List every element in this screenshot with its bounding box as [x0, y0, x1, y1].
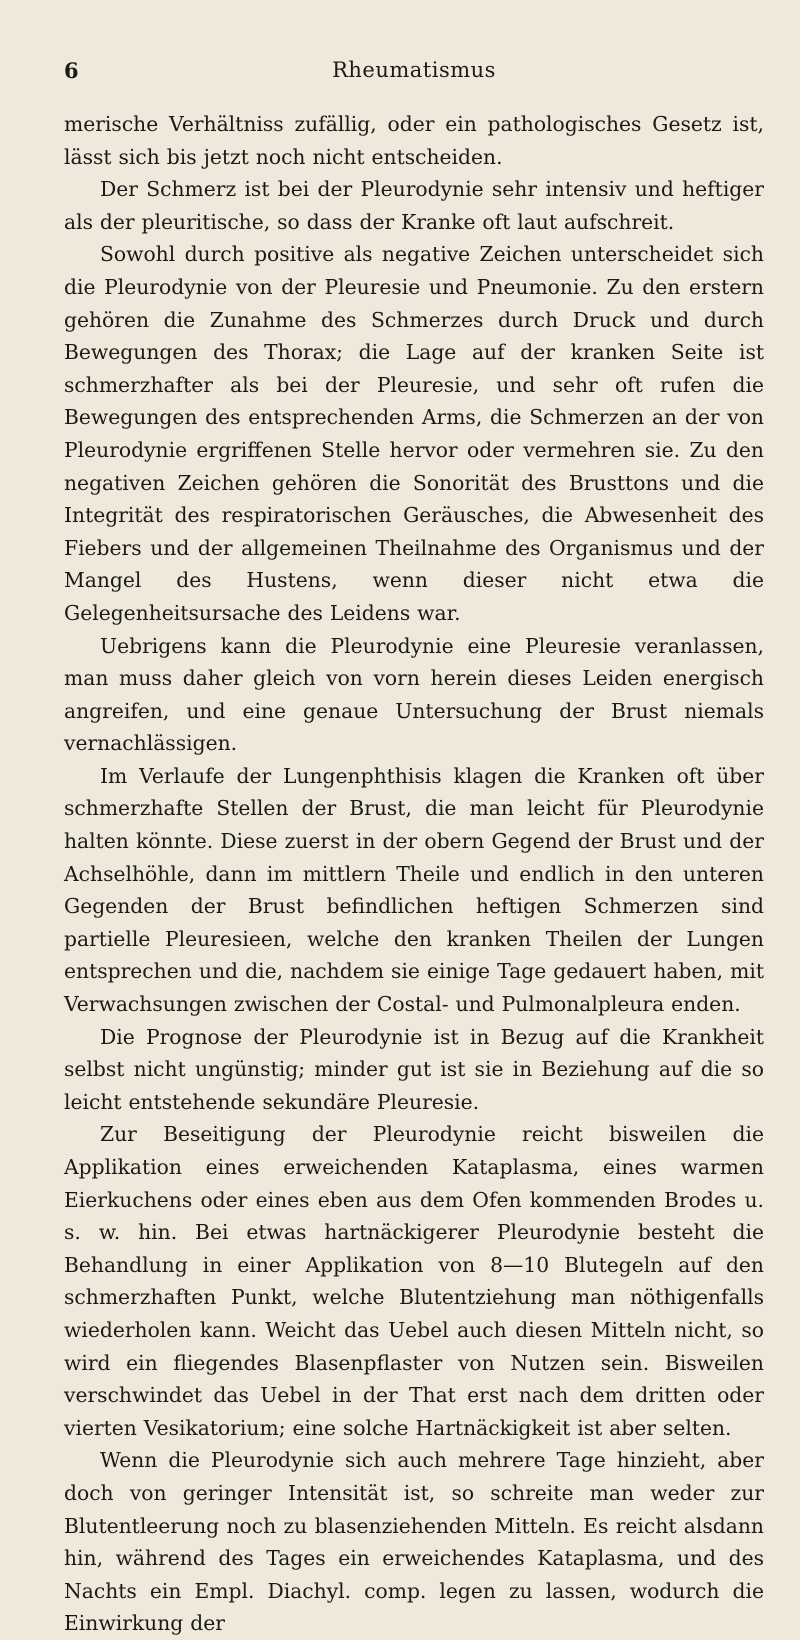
paragraph-continuation: merische Verhältniss zufällig, oder ein pathologisches Gesetz ist, lässt sich bis jetzt noch nicht entscheiden. [64, 112, 764, 169]
paragraph: Sowohl durch positive als negative Zeichen unterscheidet sich die Pleurodynie von der Pleuresie und Pneumonie. Zu den erstern gehören die Zunahme des Schmerzes durch Druck und durch Bewegungen des Thorax; die Lage auf der kranken Seite ist schmerzhafter als bei der Pleuresie, und sehr oft rufen die Bewegungen des entsprechenden Arms, die Schmerzen an der von Pleurodynie ergriffenen Stelle hervor oder vermehren sie. Zu den negativen Zeichen gehören die Sonorität des Brusttons und die Integrität des respiratorischen Geräusches, die Abwesenheit des Fiebers und der allgemeinen Theilnahme des Organismus und der Mangel des Hustens, wenn dieser nicht etwa die Gelegenheitsursache des Leidens war. [64, 242, 764, 625]
paragraph: Zur Beseitigung der Pleurodynie reicht bisweilen die Applikation eines erweichenden Kataplasma, eines warmen Eierkuchens oder eines eben aus dem Ofen kommenden Brodes u. s. w. hin. Bei etwas hartnäckigerer Pleurodynie besteht die Behandlung in einer Applikation von 8—10 Blutegeln auf den schmerzhaften Punkt, welche Blutentziehung man nöthigenfalls wiederholen kann. Weicht das Uebel auch diesen Mitteln nicht, so wird ein fliegendes Blasenpflaster von Nutzen sein. Bisweilen verschwindet das Uebel in der That erst nach dem dritten oder vierten Vesikatorium; eine solche Hartnäckigkeit ist aber selten. [64, 1122, 764, 1440]
page-title: Rheumatismus [332, 58, 496, 82]
paragraph: Wenn die Pleurodynie sich auch mehrere Tage hinzieht, aber doch von geringer Intensität ist, so schreite man weder zur Blutentleerung noch zu blasenziehenden Mitteln. Es reicht alsdann hin, während des Tages ein erweichendes Kataplasma, und des Nachts ein Empl. Diachyl. comp. legen zu lassen, wodurch die Einwirkung der [64, 1448, 764, 1636]
paragraph: Im Verlaufe der Lungenphthisis klagen die Kranken oft über schmerzhafte Stellen der Brust, die man leicht für Pleurodynie halten könnte. Diese zuerst in der obern Gegend der Brust und der Achselhöhle, dann im mittlern Theile und endlich in den unteren Gegenden der Brust befindlichen heftigen Schmerzen sind partielle Pleuresieen, welche den kranken Theilen der Lungen entsprechen und die, nachdem sie einige Tage gedauert haben, mit Verwachsungen zwischen der Costal- und Pulmonalpleura enden. [64, 763, 764, 1017]
paragraph: Der Schmerz ist bei der Pleurodynie sehr intensiv und heftiger als der pleuritische, so dass der Kranke oft laut aufschreit. [64, 177, 764, 234]
text-body [64, 108, 764, 1640]
running-head [64, 58, 764, 92]
paragraph: Uebrigens kann die Pleurodynie eine Pleuresie veranlassen, man muss daher gleich von vorn herein dieses Leiden energisch angreifen, und eine genaue Untersuchung der Brust niemals vernachlässigen. [64, 633, 764, 756]
page-number: 6 [64, 58, 79, 83]
paragraph: Die Prognose der Pleurodynie ist in Bezug auf die Krankheit selbst nicht ungünstig; minder gut ist sie in Beziehung auf die so leicht entstehende sekundäre Pleuresie. [64, 1024, 764, 1114]
